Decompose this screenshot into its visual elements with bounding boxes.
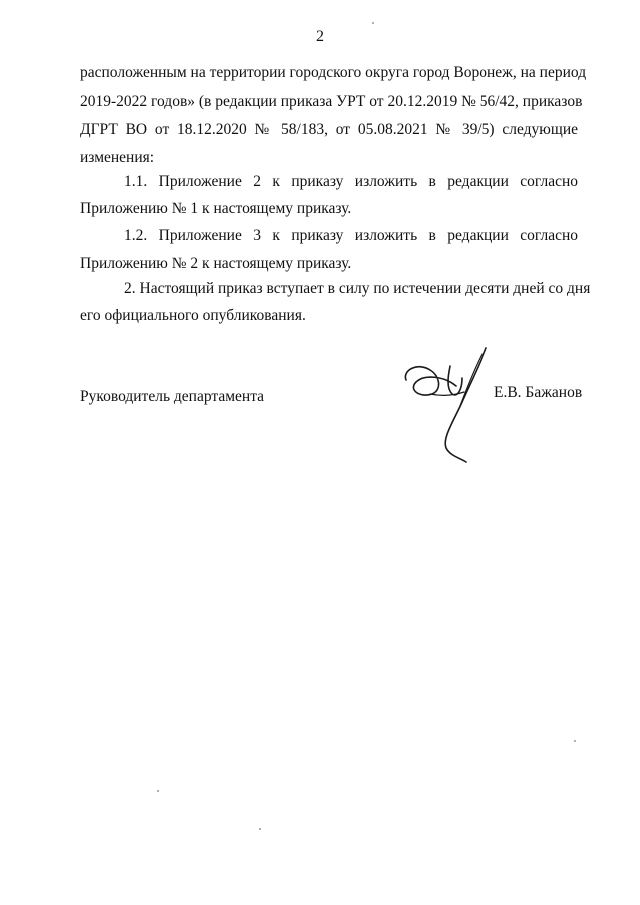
scan-speck [259, 828, 261, 830]
text-line: 2019-2022 годов» (в редакции приказа УРТ от 20.12.2019 № 56/42, приказов [80, 93, 583, 110]
page-number: 2 [316, 28, 324, 45]
scan-speck [157, 790, 159, 792]
text-line: расположенным на территории городского округа город Воронеж, на период [80, 64, 587, 81]
text-line: 1.1. Приложение 2 к приказу изложить в редакции согласно [124, 173, 578, 190]
signatory-name: Е.В. Бажанов [494, 384, 583, 401]
text-line: 2. Настоящий приказ вступает в силу по истечении десяти дней со дня [124, 280, 591, 297]
text-line: ДГРТ ВО от 18.12.2020 № 58/183, от 05.08.2021 № 39/5) следующие [80, 121, 578, 138]
handwritten-signature [400, 340, 500, 465]
text-line: 1.2. Приложение 3 к приказу изложить в редакции согласно [124, 227, 578, 244]
text-line: его официального опубликования. [80, 307, 306, 324]
signatory-title: Руководитель департамента [80, 388, 265, 405]
text-line: Приложению № 2 к настоящему приказу. [80, 255, 352, 272]
scan-speck [372, 22, 374, 24]
text-line: Приложению № 1 к настоящему приказу. [80, 200, 352, 217]
scan-speck [574, 740, 576, 742]
text-line: изменения: [80, 149, 155, 166]
